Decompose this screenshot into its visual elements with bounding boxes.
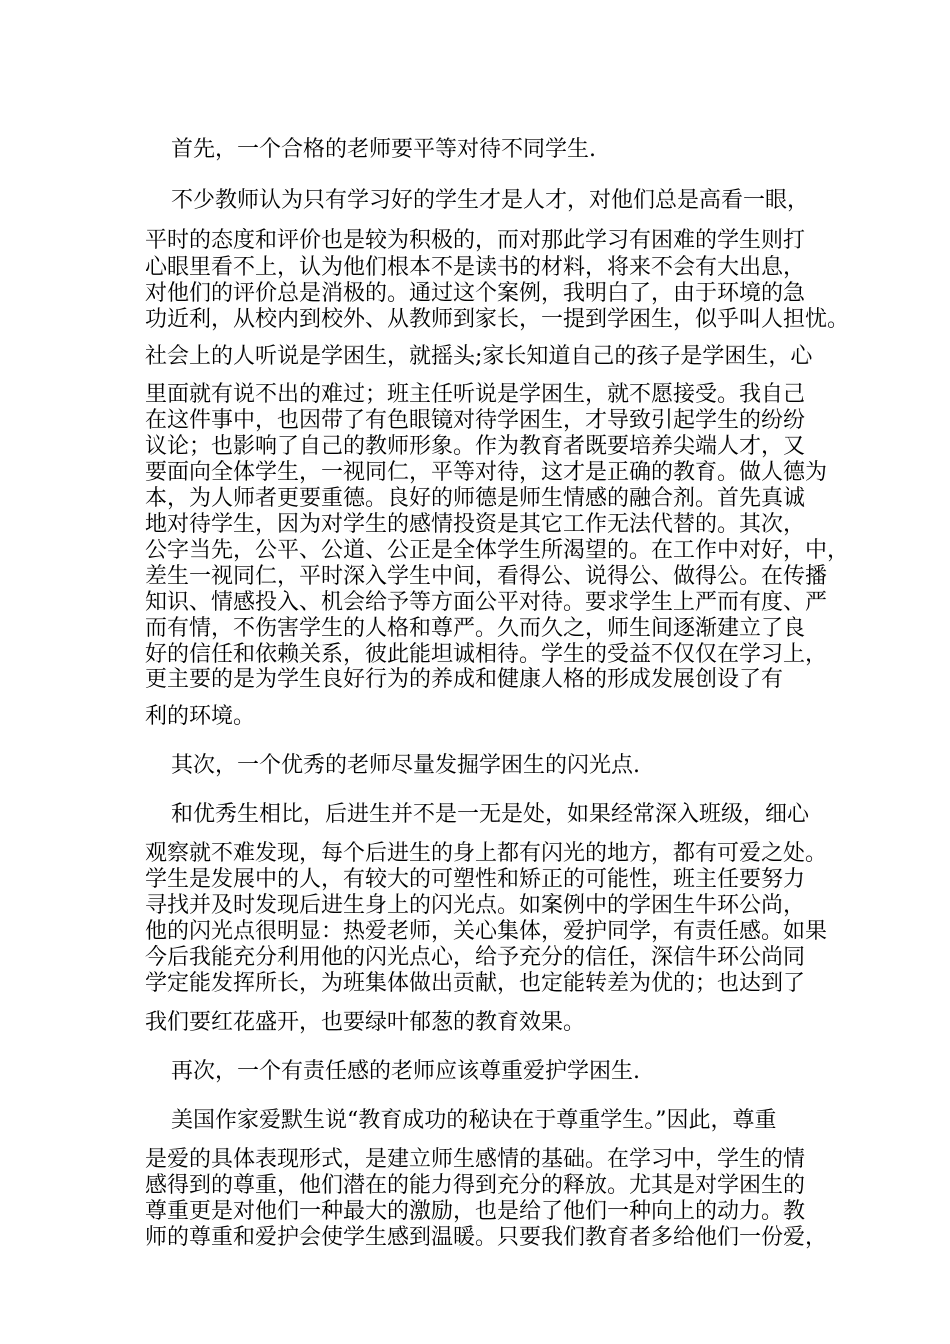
paragraph-heading-2: 其次，一个优秀的老师尽量发掘学困生的闪光点. bbox=[171, 753, 640, 778]
text-line: 在这件事中，也因带了有色眼镜对待学困生，才导致引起学生的纷纷 bbox=[145, 408, 806, 433]
text-line: 观察就不难发现，每个后进生的身上都有闪光的地方，都有可爱之处。 bbox=[145, 841, 828, 866]
text-line: 学定能发挥所长，为班集体做出贡献，也定能转差为优的；也达到了 bbox=[145, 971, 806, 996]
paragraph-heading-1: 首先，一个合格的老师要平等对待不同学生. bbox=[171, 137, 596, 162]
text-line: 功近利，从校内到校外、从教师到家长，一提到学困生，似乎叫人担忧。 bbox=[145, 307, 850, 332]
text-line: 而有情，不伤害学生的人格和尊严。久而久之，师生间逐渐建立了良 bbox=[145, 616, 806, 641]
text-line: 平时的态度和评价也是较为积极的，而对那此学习有困难的学生则打 bbox=[145, 228, 806, 253]
text-line: 公字当先，公平、公道、公正是全体学生所渴望的。在工作中对好，中， bbox=[145, 538, 850, 563]
text-line: 里面就有说不出的难过；班主任听说是学困生，就不愿接受。我自己 bbox=[145, 382, 806, 407]
text-line: 是爱的具体表现形式，是建立师生感情的基础。在学习中，学生的情 bbox=[145, 1147, 806, 1172]
text-line: 和优秀生相比，后进生并不是一无是处，如果经常深入班级，细心 bbox=[171, 802, 810, 827]
text-line: 师的尊重和爱护会使学生感到温暖。只要我们教育者多给他们一份爱， bbox=[145, 1225, 828, 1250]
text-line: 知识、情感投入、机会给予等方面公平对待。要求学生上严而有度、严 bbox=[145, 590, 828, 615]
text-line: 我们要红花盛开，也要绿叶郁葱的教育效果。 bbox=[145, 1010, 586, 1035]
text-line: 对他们的评价总是消极的。通过这个案例，我明白了，由于环境的急 bbox=[145, 281, 806, 306]
paragraph-heading-3: 再次，一个有责任感的老师应该尊重爱护学困生. bbox=[171, 1059, 640, 1084]
text-line: 感得到的尊重，他们潜在的能力得到充分的释放。尤其是对学困生的 bbox=[145, 1173, 806, 1198]
text-line: 地对待学生，因为对学生的感情投资是其它工作无法代替的。其次， bbox=[145, 512, 806, 537]
text-line: 社会上的人听说是学困生，就摇头;家长知道自己的孩子是学困生，心 bbox=[145, 344, 813, 369]
text-line: 他的闪光点很明显：热爱老师，关心集体，爱护同学，有责任感。如果 bbox=[145, 919, 828, 944]
text-line: 要面向全体学生，一视同仁，平等对待，这才是正确的教育。做人德为 bbox=[145, 460, 828, 485]
text-line: 美国作家爱默生说“教育成功的秘诀在于尊重学生。”因此，尊重 bbox=[171, 1108, 777, 1133]
text-line: 议论；也影响了自己的教师形象。作为教育者既要培养尖端人才，又 bbox=[145, 434, 806, 459]
text-line: 寻找并及时发现后进生身上的闪光点。如案例中的学困生牛环公尚， bbox=[145, 893, 806, 918]
text-line: 本，为人师者更要重德。良好的师德是师生情感的融合剂。首先真诚 bbox=[145, 486, 806, 511]
text-line: 利的环境。 bbox=[145, 704, 256, 729]
text-line: 好的信任和依赖关系，彼此能坦诚相待。学生的受益不仅仅在学习上， bbox=[145, 642, 828, 667]
text-line: 差生一视同仁，平时深入学生中间，看得公、说得公、做得公。在传播 bbox=[145, 564, 828, 589]
text-line: 心眼里看不上，认为他们根本不是读书的材料，将来不会有大出息， bbox=[145, 255, 806, 280]
text-line: 更主要的是为学生良好行为的养成和健康人格的形成发展创设了有 bbox=[145, 667, 784, 692]
text-line: 尊重更是对他们一种最大的激励，也是给了他们一种向上的动力。教 bbox=[145, 1199, 806, 1224]
text-line: 今后我能充分利用他的闪光点心，给予充分的信任，深信牛环公尚同 bbox=[145, 945, 806, 970]
text-line: 不少教师认为只有学习好的学生才是人才，对他们总是高看一眼， bbox=[171, 188, 810, 213]
text-line: 学生是发展中的人，有较大的可塑性和矫正的可能性，班主任要努力 bbox=[145, 867, 806, 892]
